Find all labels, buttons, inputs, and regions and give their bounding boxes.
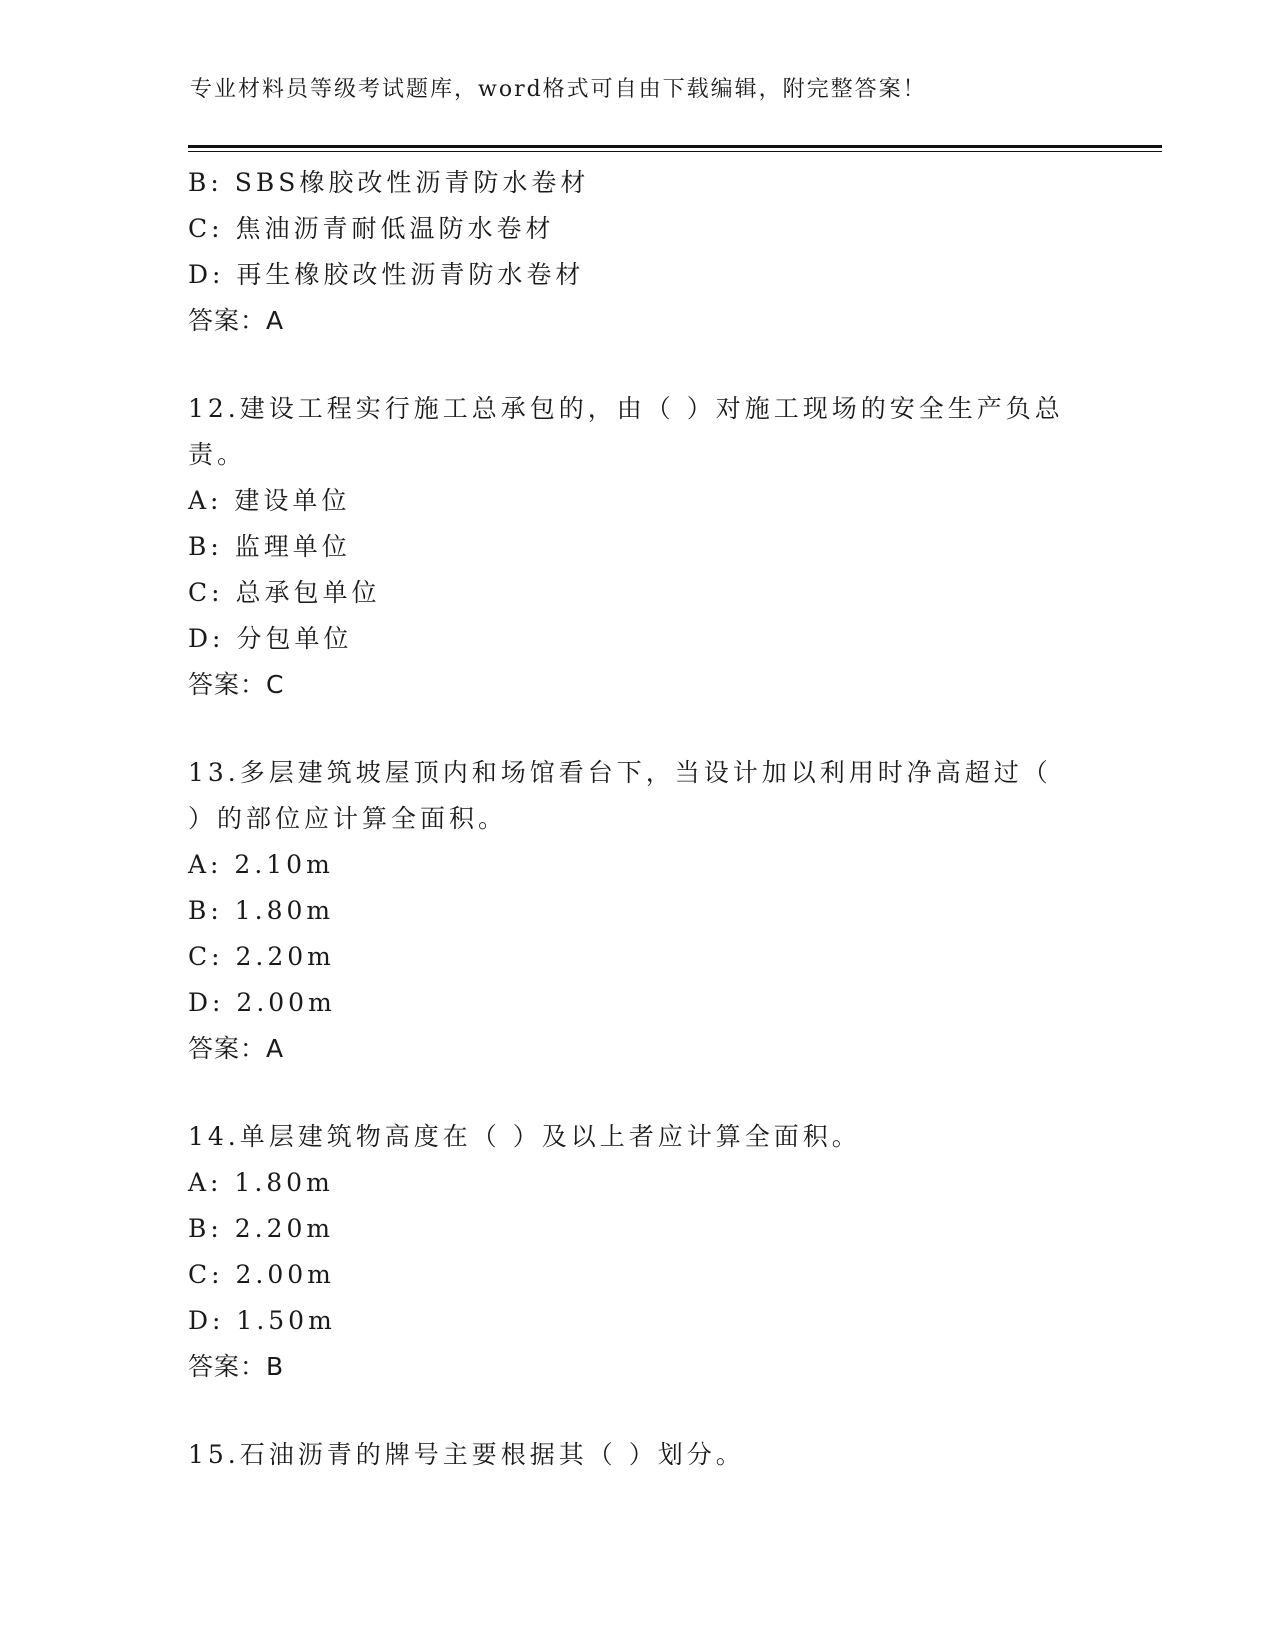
option-d: D: 再生橡胶改性沥青防水卷材 bbox=[188, 260, 585, 289]
question-spacer bbox=[188, 344, 1088, 386]
option-c: C: 焦油沥青耐低温防水卷材 bbox=[188, 214, 555, 243]
option-b: B: 监理单位 bbox=[188, 532, 351, 561]
question-spacer bbox=[188, 1072, 1088, 1114]
option-a: A: 建设单位 bbox=[188, 486, 351, 515]
question-12 bbox=[188, 386, 1088, 708]
answer-line: 答案：B bbox=[188, 1352, 285, 1381]
header-divider-thick bbox=[188, 145, 1162, 148]
option-a: A: 2.10m bbox=[188, 850, 334, 879]
answer-line: 答案：A bbox=[188, 1034, 285, 1063]
question-13 bbox=[188, 750, 1088, 1072]
question-15 bbox=[188, 1432, 1088, 1478]
question-title: 14.单层建筑物高度在（ ）及以上者应计算全面积。 bbox=[188, 1122, 861, 1151]
question-spacer bbox=[188, 708, 1088, 750]
question-title: 15.石油沥青的牌号主要根据其（ ）划分。 bbox=[188, 1440, 745, 1469]
question-spacer bbox=[188, 1390, 1088, 1432]
option-a: A: 1.80m bbox=[188, 1168, 334, 1197]
option-b: B: 2.20m bbox=[188, 1214, 335, 1243]
option-d: D: 2.00m bbox=[188, 988, 336, 1017]
option-b: B: SBS橡胶改性沥青防水卷材 bbox=[188, 168, 590, 197]
question-title: 12.建设工程实行施工总承包的，由（ ）对施工现场的安全生产负总 bbox=[188, 394, 1064, 423]
header-divider-thin bbox=[188, 151, 1162, 152]
question-title-continued: 责。 bbox=[188, 440, 247, 469]
option-d: D: 1.50m bbox=[188, 1306, 336, 1335]
page-header: 专业材料员等级考试题库，word格式可自由下载编辑，附完整答案！ bbox=[190, 77, 927, 102]
question-title-continued: ）的部位应计算全面积。 bbox=[188, 804, 508, 833]
question-14 bbox=[188, 1114, 1088, 1390]
answer-line: 答案：C bbox=[188, 670, 285, 699]
option-c: C: 2.20m bbox=[188, 942, 335, 971]
question-content bbox=[188, 160, 1088, 1478]
question-11-continued bbox=[188, 160, 1088, 344]
option-c: C: 2.00m bbox=[188, 1260, 335, 1289]
option-b: B: 1.80m bbox=[188, 896, 335, 925]
option-d: D: 分包单位 bbox=[188, 624, 353, 653]
question-title: 13.多层建筑坡屋顶内和场馆看台下，当设计加以利用时净高超过（ bbox=[188, 758, 1052, 787]
answer-line: 答案：A bbox=[188, 306, 285, 335]
option-c: C: 总承包单位 bbox=[188, 578, 381, 607]
